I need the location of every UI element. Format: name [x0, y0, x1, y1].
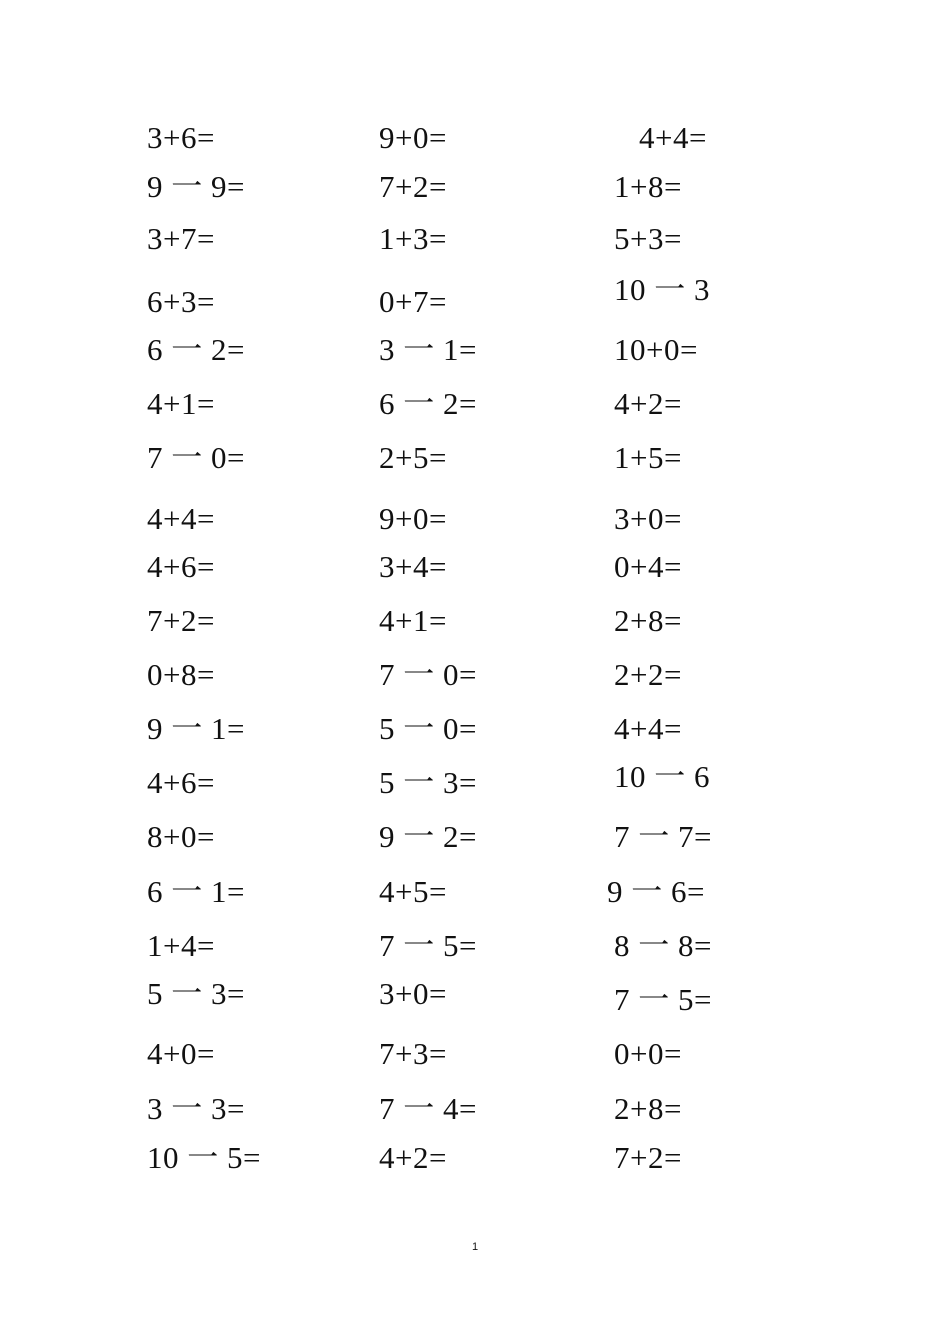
- problem-c1-r20: 10 一 5=: [147, 1140, 261, 1175]
- problem-c3-r13: 10 一 6: [614, 759, 710, 794]
- problem-c3-r16: 8 一 8=: [614, 928, 712, 963]
- problem-c1-r2: 9 一 9=: [147, 169, 245, 204]
- problem-c2-r18: 7+3=: [379, 1036, 447, 1071]
- problem-c2-r8: 9+0=: [379, 501, 447, 536]
- problem-c3-r18: 0+0=: [614, 1036, 682, 1071]
- problem-c1-r6: 4+1=: [147, 386, 215, 421]
- problem-c1-r5: 6 一 2=: [147, 332, 245, 367]
- problem-c2-r16: 7 一 5=: [379, 928, 477, 963]
- problem-c1-r1: 3+6=: [147, 120, 215, 155]
- problem-c3-r8: 3+0=: [614, 501, 682, 536]
- problem-c3-r2: 1+8=: [614, 169, 682, 204]
- problem-c3-r3: 5+3=: [614, 221, 682, 256]
- problem-c1-r12: 9 一 1=: [147, 711, 245, 746]
- problem-c2-r5: 3 一 1=: [379, 332, 477, 367]
- problem-c1-r17: 5 一 3=: [147, 976, 245, 1011]
- problem-c3-r4: 10 一 3: [614, 272, 710, 307]
- problem-c1-r4: 6+3=: [147, 284, 215, 319]
- problem-c2-r4: 0+7=: [379, 284, 447, 319]
- problem-c3-r14: 7 一 7=: [614, 819, 712, 854]
- problem-c2-r9: 3+4=: [379, 549, 447, 584]
- problem-c2-r7: 2+5=: [379, 440, 447, 475]
- problem-c2-r13: 5 一 3=: [379, 765, 477, 800]
- problem-c2-r3: 1+3=: [379, 221, 447, 256]
- problem-c1-r9: 4+6=: [147, 549, 215, 584]
- problem-c2-r20: 4+2=: [379, 1140, 447, 1175]
- problem-c3-r9: 0+4=: [614, 549, 682, 584]
- problem-c1-r3: 3+7=: [147, 221, 215, 256]
- problem-c1-r7: 7 一 0=: [147, 440, 245, 475]
- problem-c3-r20: 7+2=: [614, 1140, 682, 1175]
- problem-c3-r7: 1+5=: [614, 440, 682, 475]
- problem-c1-r8: 4+4=: [147, 501, 215, 536]
- problem-c1-r13: 4+6=: [147, 765, 215, 800]
- problem-c2-r19: 7 一 4=: [379, 1091, 477, 1126]
- problem-c3-r11: 2+2=: [614, 657, 682, 692]
- problem-c1-r19: 3 一 3=: [147, 1091, 245, 1126]
- problem-c2-r14: 9 一 2=: [379, 819, 477, 854]
- problem-c3-r5: 10+0=: [614, 332, 698, 367]
- problem-c3-r6: 4+2=: [614, 386, 682, 421]
- problem-c3-r17: 7 一 5=: [614, 982, 712, 1017]
- problem-c3-r12: 4+4=: [614, 711, 682, 746]
- problem-c1-r10: 7+2=: [147, 603, 215, 638]
- problem-c1-r16: 1+4=: [147, 928, 215, 963]
- page-number: 1: [471, 1241, 479, 1253]
- problem-c1-r15: 6 一 1=: [147, 874, 245, 909]
- problem-c2-r17: 3+0=: [379, 976, 447, 1011]
- problem-c1-r18: 4+0=: [147, 1036, 215, 1071]
- problem-c3-r10: 2+8=: [614, 603, 682, 638]
- problem-c3-r1: 4+4=: [639, 120, 707, 155]
- problem-c2-r11: 7 一 0=: [379, 657, 477, 692]
- problem-c2-r6: 6 一 2=: [379, 386, 477, 421]
- problem-c1-r11: 0+8=: [147, 657, 215, 692]
- problem-c2-r10: 4+1=: [379, 603, 447, 638]
- problem-c3-r15: 9 一 6=: [607, 874, 705, 909]
- problem-c1-r14: 8+0=: [147, 819, 215, 854]
- problem-c2-r2: 7+2=: [379, 169, 447, 204]
- problem-c3-r19: 2+8=: [614, 1091, 682, 1126]
- problem-c2-r1: 9+0=: [379, 120, 447, 155]
- problem-c2-r12: 5 一 0=: [379, 711, 477, 746]
- problem-c2-r15: 4+5=: [379, 874, 447, 909]
